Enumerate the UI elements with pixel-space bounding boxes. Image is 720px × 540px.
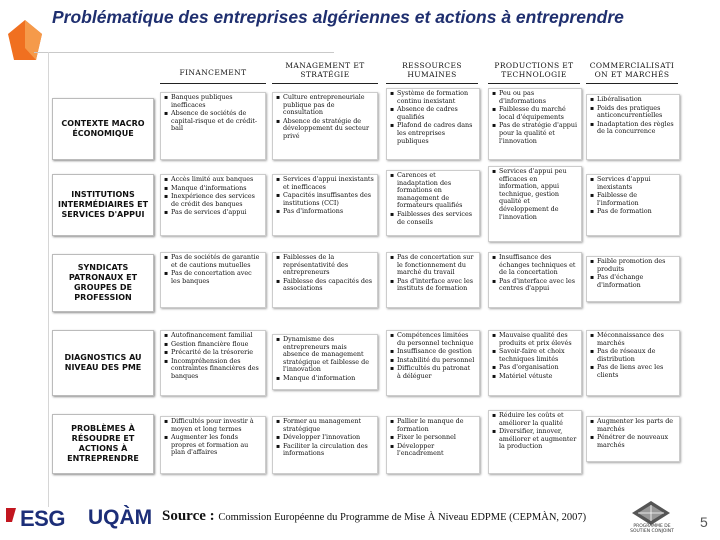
bullet-item: ▪ Méconnaissance des marchés <box>590 332 676 347</box>
bullet-item: ▪ Inadaptation des règles de la concurrence <box>590 121 676 136</box>
bullet-list <box>390 254 476 293</box>
bullet-item: ▪ Faciliter la circulation des informations <box>276 443 374 458</box>
bullet-item: ▪ Inexpérience des services de crédit des banques <box>164 193 262 208</box>
bullet-item: ▪ Manque d'information <box>276 375 374 383</box>
cell-problemes-financement <box>160 416 266 474</box>
bullet-item: ▪ Banques publiques inefficaces <box>164 94 262 109</box>
bullet-list <box>590 332 676 380</box>
bullet-list <box>276 94 374 141</box>
bullet-item: ▪ Peu ou pas d'informations <box>492 90 578 105</box>
bullet-item: ▪ Faiblesse du marché local d'équipements <box>492 106 578 121</box>
bullet-item: ▪ Pas de liens avec les clients <box>590 364 676 379</box>
left-guide-line <box>48 52 49 507</box>
bullet-item: ▪ Absence de cadres qualifiés <box>390 106 476 121</box>
bullet-item: ▪ Pas de sociétés de garantie et de cautions mutuelles <box>164 254 262 269</box>
row-label-contexte <box>52 98 154 160</box>
slide-header <box>0 0 720 62</box>
cell-problemes-management <box>272 416 378 474</box>
bullet-list <box>276 336 374 383</box>
bullet-item: ▪ Pallier le manque de formation <box>390 418 476 433</box>
column-header-label: MANAGEMENT ET STRATÉGIE <box>285 61 365 79</box>
bullet-item: ▪ Pas de concertation avec les banques <box>164 270 262 285</box>
bullet-item: ▪ Services d'appui peu efficaces en information, appui technique, gestion qualité et développement de l'innovation <box>492 168 578 221</box>
cell-contexte-management <box>272 92 378 160</box>
esg-logo-mark-icon <box>6 508 16 522</box>
bullet-item: ▪ Capacités insuffisantes des institutions (CCI) <box>276 192 374 207</box>
bullet-item: ▪ Développer l'encadrement <box>390 443 476 458</box>
bullet-item: ▪ Incompréhension des contraintes financières des banques <box>164 358 262 381</box>
bullet-item: ▪ Plafond de cadres dans les entreprises publiques <box>390 122 476 145</box>
row-label-text: DIAGNOSTICS AU NIVEAU DES PME <box>64 353 142 372</box>
column-header-label: COMMERCIALISATI ON ET MARCHÉS <box>589 61 675 79</box>
cell-syndicats-financement <box>160 252 266 308</box>
bullet-item: ▪ Pas de services d'appui <box>164 209 262 217</box>
bullet-item: ▪ Services d'appui inexistants et inefficaces <box>276 176 374 191</box>
cell-syndicats-management <box>272 252 378 308</box>
bullet-list <box>164 94 262 133</box>
bullet-item: ▪ Culture entrepreneuriale publique pas de consultation <box>276 94 374 117</box>
bullet-list <box>390 418 476 458</box>
bullet-item: ▪ Autofinancement familial <box>164 332 262 340</box>
column-header-management <box>272 62 378 84</box>
bullet-item: ▪ Pas d'interface avec les centres d'appui <box>492 278 578 293</box>
cell-contexte-production <box>488 88 582 160</box>
column-header-productions <box>488 62 580 84</box>
bullet-item: ▪ Augmenter les parts de marchés <box>590 418 676 433</box>
row-label-text: INSTITUTIONS INTERMÉDIAIRES ET SERVICES D'APPUI <box>57 190 149 219</box>
bullet-item: ▪ Carences et inadaptation des formations en management de formateurs qualifiés <box>390 172 476 210</box>
bullet-item: ▪ Insuffisance de gestion <box>390 348 476 356</box>
cell-institutions-production <box>488 166 582 242</box>
cell-problemes-rh <box>386 416 480 474</box>
cell-problemes-production <box>488 410 582 474</box>
problem-matrix <box>52 62 696 476</box>
bullet-item: ▪ Absence de stratégie de développement du secteur privé <box>276 118 374 141</box>
bullet-list <box>276 418 374 458</box>
bullet-list <box>590 418 676 449</box>
cell-institutions-financement <box>160 174 266 236</box>
bullet-list <box>276 254 374 293</box>
bullet-item: ▪ Manque d'informations <box>164 185 262 193</box>
bullet-item: ▪ Faiblesses de la représentativité des entrepreneurs <box>276 254 374 277</box>
bullet-item: ▪ Diversifier, innover, améliorer et augmenter la production <box>492 428 578 451</box>
column-header-ressources <box>386 62 478 84</box>
slide-title: Problématique des entreprises algériennes et actions à entreprendre <box>52 7 624 27</box>
bullet-item: ▪ Matériel vétuste <box>492 373 578 381</box>
row-label-problemes <box>52 414 154 474</box>
cell-contexte-financement <box>160 92 266 160</box>
bullet-list <box>390 332 476 381</box>
cell-contexte-rh <box>386 88 480 160</box>
bullet-item: ▪ Mauvaise qualité des produits et prix élevés <box>492 332 578 347</box>
bullet-item: ▪ Pas de stratégie d'appui pour la qualité et l'innovation <box>492 122 578 145</box>
source-text: Commission Européenne du Programme de Mise À Niveau EDPME (CEPMÀN, 2007) <box>218 512 587 523</box>
slide-footer <box>0 500 720 540</box>
bullet-list <box>390 172 476 226</box>
row-label-syndicats <box>52 254 154 312</box>
bullet-item: ▪ Pas de réseaux de distribution <box>590 348 676 363</box>
bullet-list <box>492 412 578 451</box>
source-label: Source : <box>162 508 215 524</box>
bullet-list <box>492 332 578 381</box>
cell-problemes-commercialisation <box>586 416 680 462</box>
row-label-institutions <box>52 174 154 236</box>
bullet-item: ▪ Pas de formation <box>590 208 676 216</box>
bullet-item: ▪ Difficultés pour investir à moyen et long termes <box>164 418 262 433</box>
bullet-list <box>164 332 262 381</box>
column-header-label: FINANCEMENT <box>179 68 247 77</box>
row-label-text: SYNDICATS PATRONAUX ET GROUPES DE PROFESSION <box>68 263 138 302</box>
bullet-list <box>590 258 676 289</box>
bullet-list <box>492 168 578 221</box>
bullet-item: ▪ Pénétrer de nouveaux marchés <box>590 434 676 449</box>
orange-pentagon-icon <box>6 18 44 62</box>
cell-syndicats-commercialisation <box>586 256 680 302</box>
bullet-item: ▪ Faiblesses des services de conseils <box>390 211 476 226</box>
cell-diagnostics-commercialisation <box>586 330 680 396</box>
uqam-logo: UQÀM <box>88 506 153 529</box>
bullet-item: ▪ Compétences limitées du personnel technique <box>390 332 476 347</box>
bullet-item: ▪ Système de formation continu inexistant <box>390 90 476 105</box>
bullet-item: ▪ Réduire les coûts et améliorer la qualité <box>492 412 578 427</box>
bullet-item: ▪ Accès limité aux banques <box>164 176 262 184</box>
bullet-item: ▪ Savoir-faire et choix techniques limités <box>492 348 578 363</box>
row-label-text: PROBLÈMES À RÉSOUDRE ET ACTIONS À ENTREPRENDRE <box>67 424 139 463</box>
bullet-item: ▪ Pas d'échange d'information <box>590 274 676 289</box>
bullet-list <box>492 254 578 293</box>
bullet-item: ▪ Instabilité du personnel <box>390 357 476 365</box>
cell-institutions-rh <box>386 170 480 236</box>
bullet-item: ▪ Augmenter les fonds propres et formation au plan d'affaires <box>164 434 262 457</box>
title-underline <box>34 52 334 53</box>
bullet-item: ▪ Former au management stratégique <box>276 418 374 433</box>
bullet-item: ▪ Gestion financière floue <box>164 341 262 349</box>
bullet-item: ▪ Fixer le personnel <box>390 434 476 442</box>
bullet-item: ▪ Pas d'organisation <box>492 364 578 372</box>
bullet-item: ▪ Difficultés du patronat à déléguer <box>390 365 476 380</box>
column-header-commercialisation <box>586 62 678 84</box>
bullet-item: ▪ Insuffisance des échanges techniques et de la concertation <box>492 254 578 277</box>
bullet-list <box>492 90 578 145</box>
cell-diagnostics-rh <box>386 330 480 396</box>
cell-diagnostics-financement <box>160 330 266 396</box>
bullet-item: ▪ Poids des pratiques anticoncurrentielles <box>590 105 676 120</box>
bullet-item: ▪ Pas d'informations <box>276 208 374 216</box>
bullet-item: ▪ Faible promotion des produits <box>590 258 676 273</box>
cell-syndicats-production <box>488 252 582 308</box>
bullet-item: ▪ Dynamisme des entrepreneurs mais absence de management stratégique et faiblesse de l'innovation <box>276 336 374 374</box>
bullet-item: ▪ Absence de sociétés de capital-risque et de crédit-bail <box>164 110 262 133</box>
bullet-item: ▪ Pas d'interface avec les instituts de formation <box>390 278 476 293</box>
bullet-item: ▪ Services d'appui inexistants <box>590 176 676 191</box>
column-header-label: RESSOURCES HUMAINES <box>402 61 462 79</box>
bullet-list <box>164 418 262 457</box>
cell-diagnostics-production <box>488 330 582 396</box>
bullet-list <box>590 176 676 216</box>
column-header-financement <box>160 62 266 84</box>
bullet-list <box>390 90 476 145</box>
cell-diagnostics-management <box>272 334 378 390</box>
cell-contexte-commercialisation <box>586 94 680 160</box>
bullet-list <box>276 176 374 216</box>
bullet-list <box>590 96 676 136</box>
bullet-item: ▪ Faiblesse de l'information <box>590 192 676 207</box>
cell-institutions-management <box>272 174 378 236</box>
bullet-item: ▪ Faiblesse des capacités des associations <box>276 278 374 293</box>
row-label-diagnostics <box>52 330 154 396</box>
bullet-list <box>164 254 262 285</box>
column-header-label: PRODUCTIONS ET TECHNOLOGIE <box>494 61 574 79</box>
bullet-item: ▪ Libéralisation <box>590 96 676 104</box>
bullet-item: ▪ Développer l'innovation <box>276 434 374 442</box>
bullet-item: ▪ Pas de concertation sur le fonctionnement du marché du travail <box>390 254 476 277</box>
program-logo-text: PROGRAMME DE SOUTIEN CONJOINT <box>630 524 674 534</box>
bullet-list <box>164 176 262 217</box>
bullet-item: ▪ Précarité de la trésorerie <box>164 349 262 357</box>
row-label-text: CONTEXTE MACRO ÉCONOMIQUE <box>61 119 145 138</box>
esg-logo: ESG <box>20 506 65 531</box>
page-number: 5 <box>700 514 708 530</box>
cell-syndicats-rh <box>386 252 480 308</box>
source-citation <box>162 508 586 525</box>
cell-institutions-commercialisation <box>586 174 680 236</box>
